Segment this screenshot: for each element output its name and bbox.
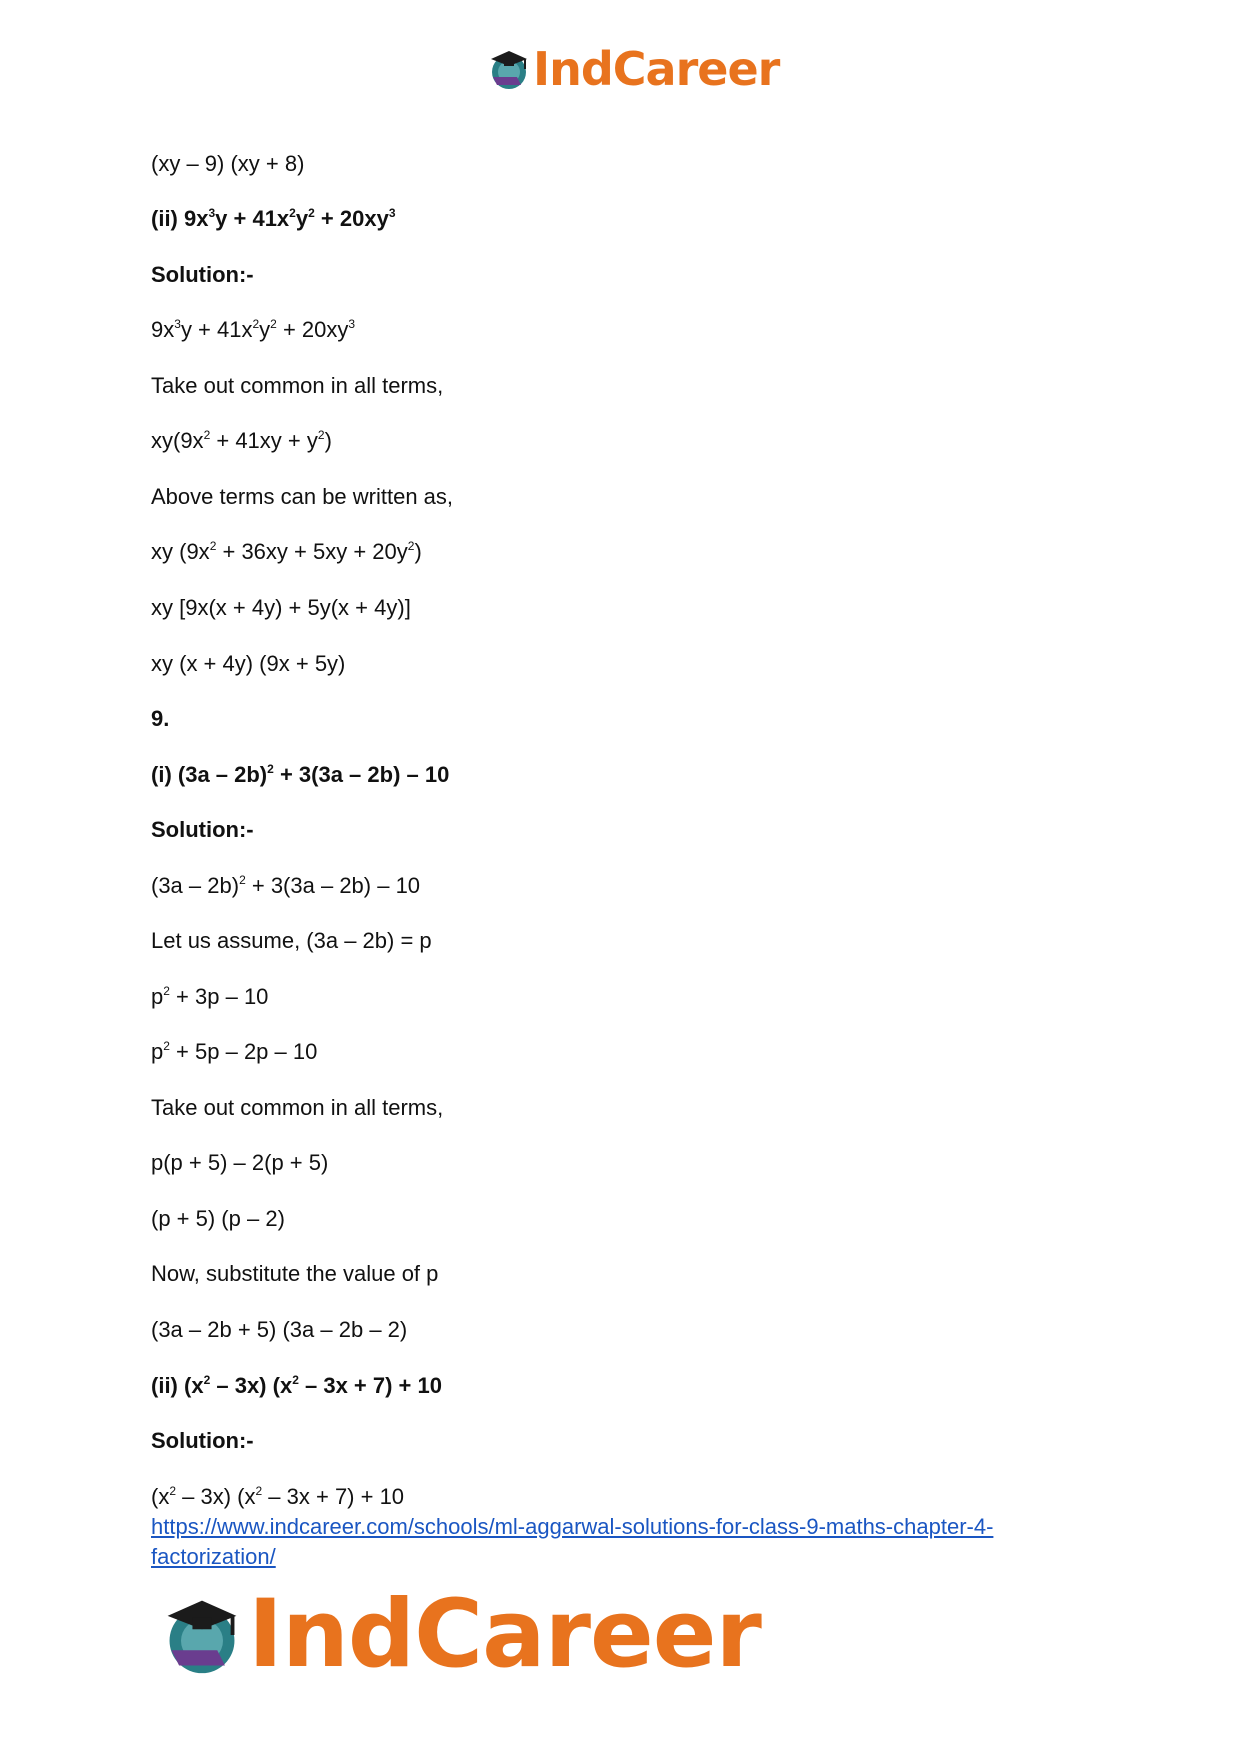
explanation-line: Let us assume, (3a – 2b) = p [151,928,432,953]
explanation-line: Take out common in all terms, [151,373,444,398]
question-heading: (i) (3a – 2b)$^2$ + 3(3a – 2b) – 10 [151,762,450,787]
logo-wordmark: IndCareer [248,1580,761,1689]
explanation-line: Now, substitute the value of p [151,1261,439,1286]
expression-line: $9x^3y + 41x^2y^2 + 20xy^3$ [151,317,356,342]
expression-line: xy $(9x^2 + 36xy + 5xy + 20y^2)$ [151,539,422,564]
expression-line: $(x^2 - 3x)$ $(x^2 - 3x + 7) + 10$ [151,1484,405,1509]
expression-line: (3a – 2b)$^2$ + 3(3a – 2b) – 10 [151,873,421,898]
explanation-line: Above terms can be written as, [151,484,454,509]
header-logo [487,42,779,96]
logo-wordmark: IndCareer [533,42,780,96]
expression-line: p(p + 5) – 2(p + 5) [151,1150,329,1175]
expression-line: (xy – 9) (xy + 8) [151,151,305,176]
solution-label: Solution:- [151,1428,254,1453]
expression-line: xy [9x(x + 4y) + 5y(x + 4y)] [151,595,411,620]
graduation-globe-icon [487,47,531,91]
question-heading: (ii) $(x^2 - 3x)$ $(x^2 - 3x + 7) + 10$ [151,1373,442,1398]
expression-line: (3a – 2b + 5) (3a – 2b – 2) [151,1317,408,1342]
expression-line: xy (x + 4y) (9x + 5y) [151,651,346,676]
solution-label: Solution:- [151,262,254,287]
graduation-globe-icon [160,1593,244,1677]
source-link[interactable]: https://www.indcareer.com/schools/ml-aggarwal-solutions-for-class-9-maths-chapter-4-factorization/ [151,1514,994,1569]
footer-logo [160,1580,761,1689]
expression-line: $xy(9x^2 + 41xy + y^2)$ [151,428,332,453]
expression-line: $p^2 + 5p - 2p - 10$ [151,1039,318,1064]
expression-line: $p^2 + 3p - 10$ [151,984,269,1009]
question-number: 9. [151,706,170,731]
explanation-line: Take out common in all terms, [151,1095,444,1120]
solution-label: Solution:- [151,817,254,842]
question-heading: (ii) $9x^3y + 41x^2y^2 + 20xy^3$ [151,206,396,231]
expression-line: (p + 5) (p – 2) [151,1206,285,1231]
